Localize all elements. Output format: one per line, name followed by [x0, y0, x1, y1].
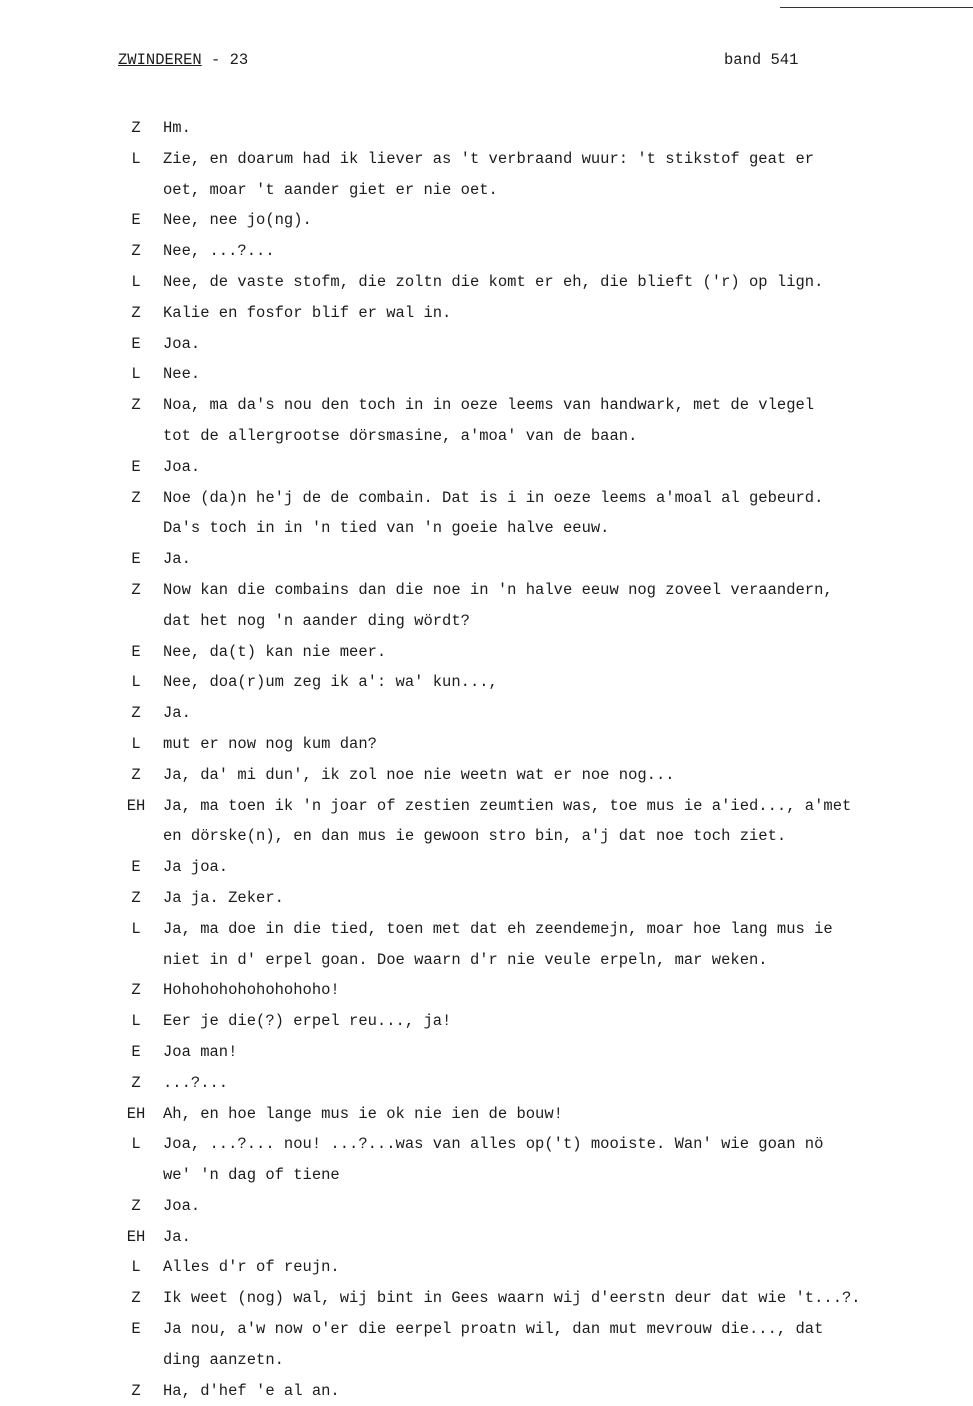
- utterance: [0, 1314, 973, 1376]
- utterance-text: [163, 852, 963, 883]
- utterance-text: [163, 667, 963, 698]
- utterance-text: [163, 1099, 963, 1130]
- speaker-label: E: [131, 550, 141, 569]
- utterance-text: [163, 359, 963, 390]
- utterance-line: Ah, en hoe lange mus ie ok nie ien de bouw!: [163, 1104, 563, 1123]
- speaker-label: L: [131, 365, 141, 384]
- utterance-text: [163, 1068, 963, 1099]
- utterance-text: [163, 452, 963, 483]
- speaker-label: L: [131, 1258, 141, 1277]
- utterance-text: [163, 760, 963, 791]
- utterance: [0, 205, 973, 236]
- speaker-label: E: [131, 1320, 141, 1339]
- speaker-label: Z: [131, 765, 141, 784]
- utterance-text: [163, 1376, 963, 1406]
- utterance-line: Ja, ma doe in die tied, toen met dat eh zeendemejn, moar hoe lang mus ie: [163, 919, 833, 938]
- speaker-label: E: [131, 211, 141, 230]
- utterance-line: Nee.: [163, 365, 201, 384]
- utterance-line: Hm.: [163, 119, 191, 137]
- speaker-label: L: [131, 734, 141, 753]
- utterance-line: ...?...: [163, 1073, 229, 1092]
- speaker-label: Z: [131, 488, 141, 507]
- utterance-text: [163, 637, 963, 668]
- utterance: [0, 359, 973, 390]
- utterance-text: [163, 1006, 963, 1037]
- utterance-text: [163, 698, 963, 729]
- utterance: [0, 483, 973, 545]
- header-title: ZWINDEREN: [118, 51, 202, 69]
- utterance-line: Ja, da' mi dun', ik zol noe nie weetn wat er noe nog...: [163, 765, 675, 784]
- speaker-label: E: [131, 334, 141, 353]
- utterance: [0, 544, 973, 575]
- utterance-line: Joa man!: [163, 1042, 238, 1061]
- utterance-line: Nee, ...?...: [163, 242, 275, 261]
- speaker-label: E: [131, 642, 141, 661]
- utterance: [0, 575, 973, 637]
- speaker-label: L: [131, 1012, 141, 1031]
- utterance: [0, 267, 973, 298]
- utterance-text: [163, 236, 963, 267]
- utterance-line: Ja nou, a'w now o'er die eerpel proatn wil, dan mut mevrouw die..., dat: [163, 1320, 824, 1339]
- speaker-label: Z: [131, 888, 141, 907]
- speaker-label: Z: [131, 1381, 141, 1400]
- utterance-text: [163, 144, 963, 206]
- page-header: [118, 51, 973, 71]
- utterance-line: Nee, nee jo(ng).: [163, 211, 312, 230]
- speaker-label: Z: [131, 242, 141, 261]
- speaker-label: L: [131, 149, 141, 168]
- band-label: band 541: [724, 51, 799, 69]
- utterance-line: mut er now nog kum dan?: [163, 734, 377, 753]
- speaker-label: Z: [131, 119, 141, 137]
- utterance: [0, 1252, 973, 1283]
- speaker-label: Z: [131, 704, 141, 723]
- utterance-line: tot de allergrootse dörsmasine, a'moa' van de baan.: [163, 426, 638, 445]
- utterance-text: [163, 267, 963, 298]
- transcript: [0, 113, 973, 1406]
- utterance-text: [163, 883, 963, 914]
- utterance-line: Ja joa.: [163, 858, 229, 877]
- utterance: [0, 667, 973, 698]
- utterance-line: Ja.: [163, 550, 191, 569]
- speaker-label: E: [131, 858, 141, 877]
- utterance-line: Joa.: [163, 1196, 201, 1215]
- utterance: [0, 883, 973, 914]
- utterance-text: [163, 298, 963, 329]
- utterance: [0, 637, 973, 668]
- utterance-line: Alles d'r of reujn.: [163, 1258, 340, 1277]
- utterance-line: en dörske(n), en dan mus ie gewoon stro bin, a'j dat noe toch ziet.: [163, 827, 787, 846]
- utterance-line: Da's toch in in 'n tied van 'n goeie halve eeuw.: [163, 519, 610, 538]
- speaker-label: L: [131, 272, 141, 291]
- utterance: [0, 1191, 973, 1222]
- utterance-line: Kalie en fosfor blif er wal in.: [163, 303, 452, 322]
- utterance: [0, 1376, 973, 1406]
- speaker-label: EH: [126, 1104, 146, 1123]
- speaker-label: L: [131, 1135, 141, 1154]
- utterance: [0, 914, 973, 976]
- utterance-line: Ik weet (nog) wal, wij bint in Gees waarn wij d'eerstn deur dat wie 't...?.: [163, 1289, 861, 1308]
- utterance: [0, 975, 973, 1006]
- utterance: [0, 1129, 973, 1191]
- speaker-label: E: [131, 457, 141, 476]
- utterance: [0, 1068, 973, 1099]
- speaker-label: EH: [126, 1227, 146, 1246]
- speaker-label: E: [131, 1042, 141, 1061]
- utterance-line: Ja, ma toen ik 'n joar of zestien zeumtien was, toe mus ie a'ied..., a'met: [163, 796, 852, 815]
- utterance: [0, 236, 973, 267]
- utterance: [0, 452, 973, 483]
- utterance-text: [163, 1037, 963, 1068]
- utterance-line: ding aanzetn.: [163, 1350, 284, 1369]
- speaker-label: Z: [131, 580, 141, 599]
- utterance-line: Noe (da)n he'j de de combain. Dat is i in oeze leems a'moal al gebeurd.: [163, 488, 824, 507]
- utterance-text: [163, 483, 963, 545]
- utterance-text: [163, 729, 963, 760]
- utterance: [0, 144, 973, 206]
- utterance-text: [163, 205, 963, 236]
- utterance-line: dat het nog 'n aander ding wördt?: [163, 611, 470, 630]
- speaker-label: Z: [131, 1289, 141, 1308]
- speaker-label: Z: [131, 396, 141, 415]
- utterance: [0, 1099, 973, 1130]
- utterance-line: Now kan die combains dan die noe in 'n halve eeuw nog zoveel veraandern,: [163, 580, 833, 599]
- speaker-label: Z: [131, 303, 141, 322]
- utterance-text: [163, 113, 963, 144]
- utterance-line: Ja.: [163, 704, 191, 723]
- utterance-line: Joa, ...?... nou! ...?...was van alles op('t) mooiste. Wan' wie goan nö: [163, 1135, 824, 1154]
- utterance: [0, 1283, 973, 1314]
- utterance-line: Nee, doa(r)um zeg ik a': wa' kun...,: [163, 673, 498, 692]
- utterance-text: [163, 575, 963, 637]
- speaker-label: L: [131, 919, 141, 938]
- utterance-line: Nee, de vaste stofm, die zoltn die komt er eh, die blieft ('r) op lign.: [163, 272, 824, 291]
- utterance-line: Nee, da(t) kan nie meer.: [163, 642, 387, 661]
- utterance-text: [163, 390, 963, 452]
- utterance-text: [163, 975, 963, 1006]
- utterance-text: [163, 329, 963, 360]
- utterance-line: Joa.: [163, 457, 201, 476]
- utterance-text: [163, 1283, 963, 1314]
- utterance: [0, 729, 973, 760]
- utterance: [0, 1037, 973, 1068]
- utterance-line: Hohohohohohohohoho!: [163, 981, 340, 1000]
- speaker-label: Z: [131, 1196, 141, 1215]
- page-number: - 23: [201, 51, 249, 69]
- utterance: [0, 760, 973, 791]
- utterance-text: [163, 1222, 963, 1253]
- utterance: [0, 791, 973, 853]
- utterance: [0, 113, 973, 144]
- speaker-label: EH: [126, 796, 146, 815]
- utterance-line: Ja.: [163, 1227, 191, 1246]
- utterance: [0, 1222, 973, 1253]
- utterance-line: oet, moar 't aander giet er nie oet.: [163, 180, 498, 199]
- top-rule: [780, 7, 973, 8]
- utterance-text: [163, 1191, 963, 1222]
- utterance-line: Joa.: [163, 334, 201, 353]
- utterance-text: [163, 791, 963, 853]
- utterance-line: Ja ja. Zeker.: [163, 888, 284, 907]
- utterance-line: we' 'n dag of tiene: [163, 1166, 340, 1185]
- utterance-line: niet in d' erpel goan. Doe waarn d'r nie veule erpeln, mar weken.: [163, 950, 768, 969]
- header-left: [118, 51, 248, 69]
- utterance: [0, 698, 973, 729]
- utterance-text: [163, 1314, 963, 1376]
- utterance: [0, 1006, 973, 1037]
- utterance: [0, 852, 973, 883]
- speaker-label: Z: [131, 1073, 141, 1092]
- utterance-text: [163, 1129, 963, 1191]
- utterance-line: Zie, en doarum had ik liever as 't verbraand wuur: 't stikstof geat er: [163, 149, 815, 168]
- utterance: [0, 298, 973, 329]
- utterance-line: Ha, d'hef 'e al an.: [163, 1381, 340, 1400]
- utterance-text: [163, 914, 963, 976]
- utterance-line: Noa, ma da's nou den toch in in oeze leems van handwark, met de vlegel: [163, 396, 815, 415]
- speaker-label: Z: [131, 981, 141, 1000]
- utterance: [0, 329, 973, 360]
- utterance-line: Eer je die(?) erpel reu..., ja!: [163, 1012, 452, 1031]
- speaker-label: L: [131, 673, 141, 692]
- utterance-text: [163, 1252, 963, 1283]
- utterance: [0, 390, 973, 452]
- utterance-text: [163, 544, 963, 575]
